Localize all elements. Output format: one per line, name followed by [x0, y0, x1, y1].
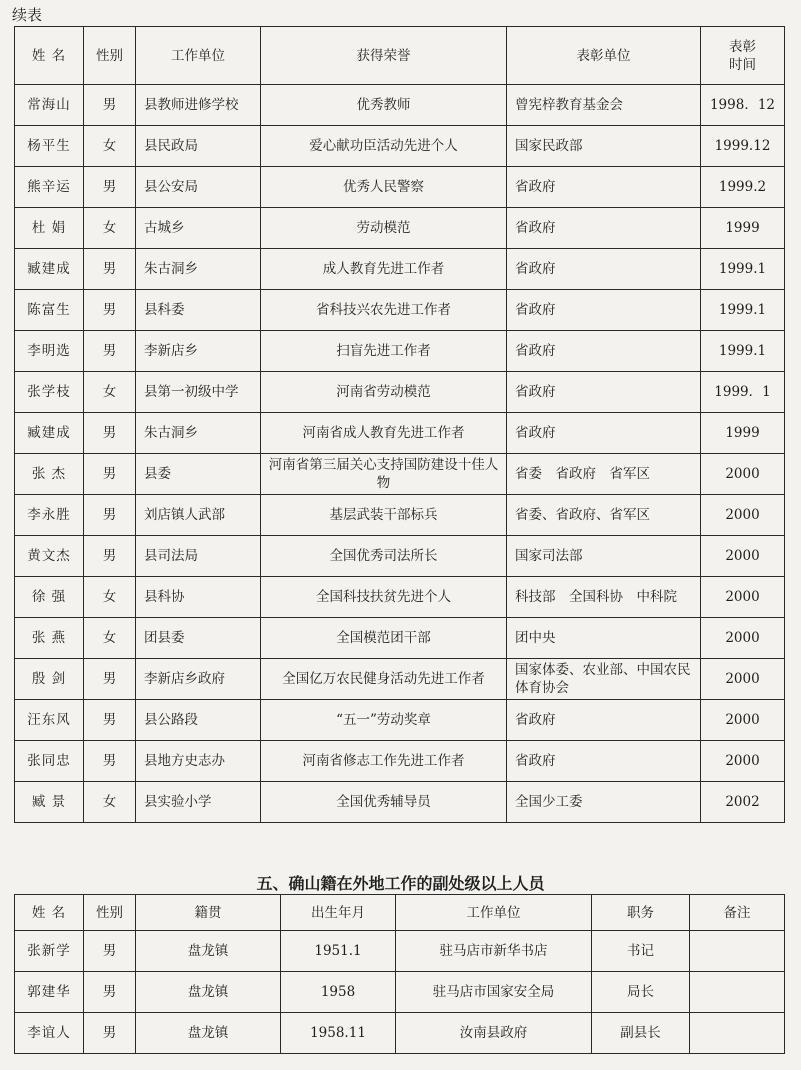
cell-honor: 全国优秀司法所长: [261, 536, 507, 577]
cell-awarder: 国家民政部: [507, 126, 701, 167]
cell-gender: 女: [84, 126, 136, 167]
cell-name: 陈富生: [15, 290, 84, 331]
header-remarks: 备注: [690, 895, 785, 931]
cell-gender: 女: [84, 782, 136, 823]
cell-gender: 男: [84, 249, 136, 290]
cell-time: 2000: [701, 659, 785, 700]
cell-name: 徐 强: [15, 577, 84, 618]
table-row: [15, 618, 785, 659]
cell-name: 张同忠: [15, 741, 84, 782]
cell-honor: 河南省劳动模范: [261, 372, 507, 413]
cell-position: 副县长: [592, 1013, 690, 1054]
cell-origin: 盘龙镇: [136, 972, 281, 1013]
cell-awarder: 省政府: [507, 331, 701, 372]
cell-honor: “五一”劳动奖章: [261, 700, 507, 741]
cell-time: 1999.12: [701, 126, 785, 167]
cell-awarder: 省委、省政府、省军区: [507, 495, 701, 536]
cell-gender: 男: [84, 413, 136, 454]
cell-time: 1999: [701, 413, 785, 454]
cell-unit: 李新店乡政府: [136, 659, 261, 700]
officials-table-header: [15, 895, 785, 931]
cell-honor: 全国亿万农民健身活动先进工作者: [261, 659, 507, 700]
cell-awarder: 省政府: [507, 249, 701, 290]
cell-birth: 1958.11: [281, 1013, 396, 1054]
cell-honor: 扫盲先进工作者: [261, 331, 507, 372]
cell-remarks: [690, 1013, 785, 1054]
cell-name: 李明选: [15, 331, 84, 372]
header-origin: 籍贯: [136, 895, 281, 931]
cell-birth: 1951.1: [281, 931, 396, 972]
cell-awarder: 国家司法部: [507, 536, 701, 577]
cell-honor: 河南省修志工作先进工作者: [261, 741, 507, 782]
cell-name: 李谊人: [15, 1013, 84, 1054]
cell-name: 张 杰: [15, 454, 84, 495]
cell-gender: 男: [84, 1013, 136, 1054]
table-row: [15, 577, 785, 618]
header-name: 姓 名: [15, 27, 84, 85]
table-row: [15, 782, 785, 823]
header-unit: 工作单位: [396, 895, 592, 931]
cell-honor: 优秀教师: [261, 85, 507, 126]
cell-name: 臧 景: [15, 782, 84, 823]
table-row: [15, 249, 785, 290]
officials-table: [14, 894, 785, 1054]
cell-name: 臧建成: [15, 413, 84, 454]
cell-honor: 河南省成人教育先进工作者: [261, 413, 507, 454]
cell-honor: 基层武装干部标兵: [261, 495, 507, 536]
cell-awarder: 省政府: [507, 700, 701, 741]
cell-time: 2000: [701, 618, 785, 659]
cell-time: 2000: [701, 577, 785, 618]
cell-unit: 县科委: [136, 290, 261, 331]
cell-gender: 男: [84, 931, 136, 972]
cell-unit: 团县委: [136, 618, 261, 659]
cell-honor: 全国优秀辅导员: [261, 782, 507, 823]
table-row: [15, 208, 785, 249]
cell-honor: 河南省第三届关心支持国防建设十佳人物: [261, 454, 507, 495]
cell-unit: 县实验小学: [136, 782, 261, 823]
cell-name: 黄文杰: [15, 536, 84, 577]
cell-gender: 男: [84, 972, 136, 1013]
header-time-line2: 时间: [729, 56, 756, 73]
cell-awarder: 曾宪梓教育基金会: [507, 85, 701, 126]
cell-unit: 县地方史志办: [136, 741, 261, 782]
table-row: [15, 413, 785, 454]
cell-awarder: 全国少工委: [507, 782, 701, 823]
cell-unit: 县教师进修学校: [136, 85, 261, 126]
cell-unit: 李新店乡: [136, 331, 261, 372]
cell-origin: 盘龙镇: [136, 1013, 281, 1054]
cell-awarder: 国家体委、农业部、中国农民体育协会: [507, 659, 701, 700]
header-awarder: 表彰单位: [507, 27, 701, 85]
table-row: [15, 372, 785, 413]
cell-name: 熊辛运: [15, 167, 84, 208]
cell-time: 1999.1: [701, 290, 785, 331]
cell-unit: 刘店镇人武部: [136, 495, 261, 536]
cell-awarder: 省政府: [507, 372, 701, 413]
cell-remarks: [690, 931, 785, 972]
header-name: 姓 名: [15, 895, 84, 931]
cell-awarder: 省政府: [507, 167, 701, 208]
cell-unit: 县委: [136, 454, 261, 495]
cell-name: 郭建华: [15, 972, 84, 1013]
cell-time: 1999.1: [701, 249, 785, 290]
cell-gender: 女: [84, 577, 136, 618]
cell-position: 书记: [592, 931, 690, 972]
cell-gender: 女: [84, 618, 136, 659]
cell-name: 殷 剑: [15, 659, 84, 700]
cell-unit: 朱古洞乡: [136, 249, 261, 290]
cell-name: 臧建成: [15, 249, 84, 290]
table-row: [15, 700, 785, 741]
table-row: [15, 454, 785, 495]
cell-unit: 县民政局: [136, 126, 261, 167]
honors-table-header: [15, 27, 785, 85]
cell-unit: 县科协: [136, 577, 261, 618]
table-row: [15, 536, 785, 577]
cell-birth: 1958: [281, 972, 396, 1013]
cell-time: 1999: [701, 208, 785, 249]
cell-honor: 省科技兴农先进工作者: [261, 290, 507, 331]
table-row: [15, 741, 785, 782]
cell-gender: 男: [84, 85, 136, 126]
header-gender: 性别: [84, 895, 136, 931]
table-row: [15, 495, 785, 536]
cell-gender: 女: [84, 208, 136, 249]
header-honor: 获得荣誉: [261, 27, 507, 85]
cell-unit: 朱古洞乡: [136, 413, 261, 454]
cell-name: 杜 娟: [15, 208, 84, 249]
cell-unit: 县公安局: [136, 167, 261, 208]
header-time-line1: 表彰: [729, 38, 756, 55]
section-title: 五、确山籍在外地工作的副处级以上人员: [256, 874, 545, 893]
cell-unit: 古城乡: [136, 208, 261, 249]
cell-time: 2000: [701, 454, 785, 495]
header-time: [701, 27, 785, 85]
cell-gender: 男: [84, 495, 136, 536]
cell-name: 常海山: [15, 85, 84, 126]
cell-awarder: 省委 省政府 省军区: [507, 454, 701, 495]
cell-time: 1998．12: [701, 85, 785, 126]
cell-name: 汪东风: [15, 700, 84, 741]
header-position: 职务: [592, 895, 690, 931]
cell-gender: 男: [84, 454, 136, 495]
cell-unit: 县司法局: [136, 536, 261, 577]
table-row: [15, 85, 785, 126]
cell-time: 2000: [701, 536, 785, 577]
cell-unit: 汝南县政府: [396, 1013, 592, 1054]
cell-unit: 县第一初级中学: [136, 372, 261, 413]
cell-honor: 劳动模范: [261, 208, 507, 249]
cell-gender: 男: [84, 167, 136, 208]
cell-time: 1999．1: [701, 372, 785, 413]
cell-awarder: 省政府: [507, 741, 701, 782]
cell-name: 杨平生: [15, 126, 84, 167]
header-unit: 工作单位: [136, 27, 261, 85]
cell-gender: 女: [84, 372, 136, 413]
cell-name: 张新学: [15, 931, 84, 972]
cell-unit: 县公路段: [136, 700, 261, 741]
cell-gender: 男: [84, 659, 136, 700]
table-row: [15, 126, 785, 167]
header-gender: 性别: [84, 27, 136, 85]
cell-name: 张 燕: [15, 618, 84, 659]
cell-awarder: 团中央: [507, 618, 701, 659]
table-row: [15, 972, 785, 1013]
honors-table: [14, 26, 785, 823]
continued-table-caption: 续表: [12, 6, 43, 24]
table-row: [15, 331, 785, 372]
cell-awarder: 省政府: [507, 290, 701, 331]
cell-time: 2000: [701, 700, 785, 741]
cell-gender: 男: [84, 331, 136, 372]
cell-name: 李永胜: [15, 495, 84, 536]
cell-position: 局长: [592, 972, 690, 1013]
cell-gender: 男: [84, 536, 136, 577]
cell-honor: 全国科技扶贫先进个人: [261, 577, 507, 618]
table-row: [15, 1013, 785, 1054]
header-birth: 出生年月: [281, 895, 396, 931]
cell-honor: 成人教育先进工作者: [261, 249, 507, 290]
cell-remarks: [690, 972, 785, 1013]
cell-unit: 驻马店市新华书店: [396, 931, 592, 972]
cell-time: 2002: [701, 782, 785, 823]
table-row: [15, 659, 785, 700]
cell-awarder: 科技部 全国科协 中科院: [507, 577, 701, 618]
cell-gender: 男: [84, 741, 136, 782]
cell-name: 张学枝: [15, 372, 84, 413]
cell-unit: 驻马店市国家安全局: [396, 972, 592, 1013]
cell-time: 2000: [701, 741, 785, 782]
cell-awarder: 省政府: [507, 208, 701, 249]
cell-time: 1999.1: [701, 331, 785, 372]
cell-honor: 全国模范团干部: [261, 618, 507, 659]
cell-gender: 男: [84, 700, 136, 741]
cell-honor: 优秀人民警察: [261, 167, 507, 208]
table-row: [15, 167, 785, 208]
cell-honor: 爱心献功臣活动先进个人: [261, 126, 507, 167]
cell-time: 1999.2: [701, 167, 785, 208]
cell-time: 2000: [701, 495, 785, 536]
cell-awarder: 省政府: [507, 413, 701, 454]
cell-gender: 男: [84, 290, 136, 331]
cell-origin: 盘龙镇: [136, 931, 281, 972]
table-row: [15, 290, 785, 331]
table-row: [15, 931, 785, 972]
